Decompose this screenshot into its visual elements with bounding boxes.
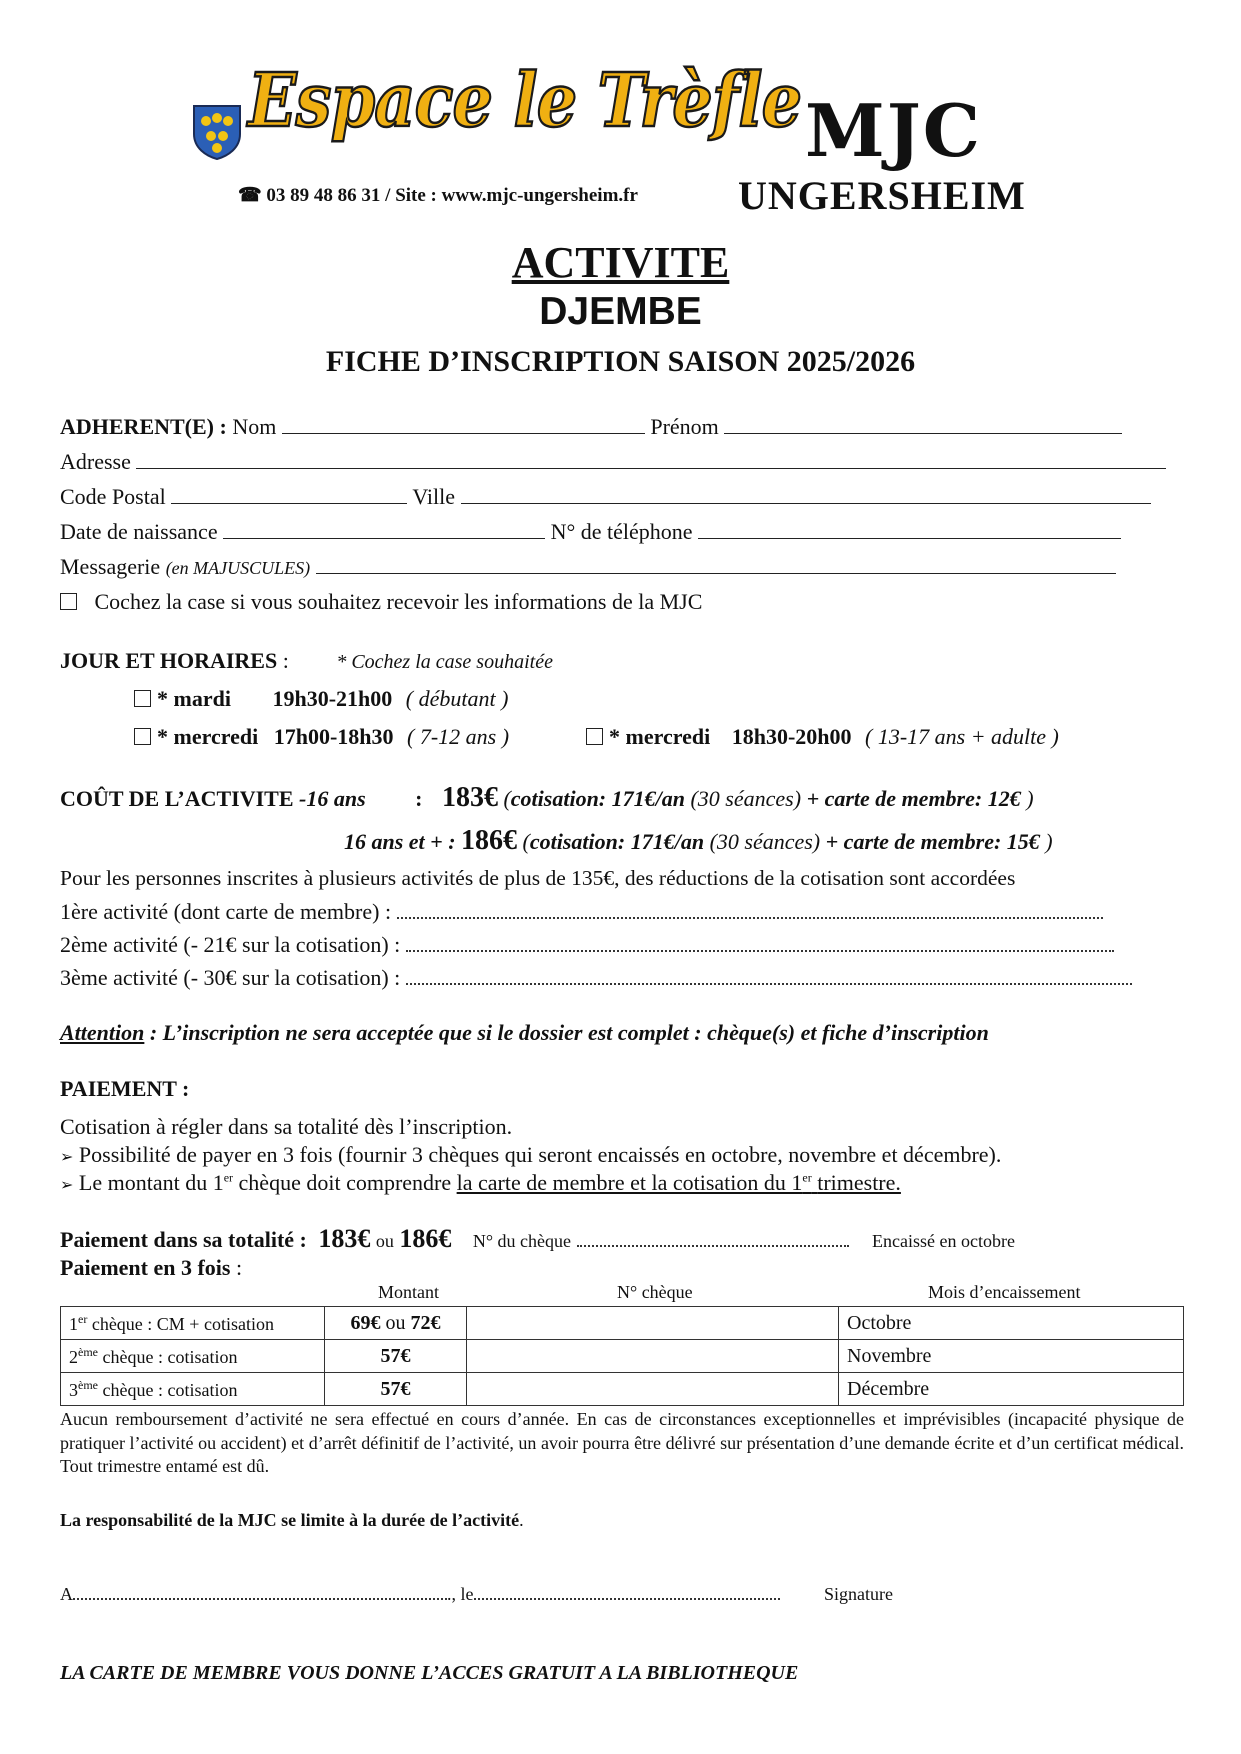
messagerie-label: Messagerie: [60, 554, 161, 579]
place-label: A: [60, 1584, 73, 1604]
place-field[interactable]: [73, 1584, 447, 1600]
date-field[interactable]: [474, 1584, 780, 1600]
activity-1-row: [60, 899, 1103, 925]
org-name: MJC: [805, 88, 983, 173]
consent-checkbox[interactable]: [60, 593, 77, 610]
org-town: UNGERSHEIM: [738, 173, 1026, 218]
telephone-label: N° de téléphone: [550, 519, 693, 544]
slot-level: ( 7-12 ans ): [407, 724, 510, 749]
three-label: Paiement en 3 fois: [60, 1255, 231, 1280]
col-cheque: N° chèque: [617, 1282, 693, 1302]
code-postal-field[interactable]: [171, 485, 407, 504]
code-postal-label: Code Postal: [60, 484, 166, 509]
row-cheque-field[interactable]: [467, 1307, 839, 1340]
payment-total-row: [60, 1224, 1015, 1254]
cheque-no-field[interactable]: [577, 1231, 849, 1247]
responsibility-end: .: [519, 1510, 524, 1530]
row-month: Décembre: [839, 1373, 1184, 1406]
row-cheque-field[interactable]: [467, 1373, 839, 1406]
attention-notice: [60, 1020, 989, 1046]
member-row-email: [60, 554, 1116, 580]
three-colon: :: [235, 1255, 243, 1280]
over16-carte: + carte de membre: 15€: [825, 829, 1040, 854]
over16-open: (: [522, 829, 530, 854]
slot-day: * mercredi: [609, 724, 711, 749]
over16-label: 16 ans et + :: [344, 829, 456, 854]
under16-open: (: [503, 786, 511, 811]
row-label: 3ème chèque : cotisation: [61, 1373, 325, 1406]
consent-row: [60, 589, 702, 615]
slot-tuesday: [134, 686, 508, 712]
table-row: [61, 1340, 1184, 1373]
over16-seances: (30 séances): [709, 829, 821, 854]
row-month: Octobre: [839, 1307, 1184, 1340]
adresse-label: Adresse: [60, 449, 131, 474]
member-row-city: [60, 484, 1151, 510]
adresse-field[interactable]: [136, 450, 1166, 469]
slot-wednesday-2-checkbox[interactable]: [586, 728, 603, 745]
telephone-field[interactable]: [698, 520, 1121, 539]
schedule-colon: :: [282, 648, 289, 673]
row-label: 1er chèque : CM + cotisation: [61, 1307, 325, 1340]
signature-row: [60, 1584, 893, 1605]
activity-name: DJEMBE: [539, 290, 702, 333]
member-row-birth: [60, 519, 1121, 545]
payment-bullet2: [60, 1170, 901, 1196]
row-amount: 57€: [325, 1340, 467, 1373]
contact-line: ☎ 03 89 48 86 31 / Site : www.mjc-ungersheim.fr: [238, 185, 638, 206]
col-montant: Montant: [378, 1282, 439, 1302]
activity-3-label: 3ème activité (- 30€ sur la cotisation) :: [60, 965, 401, 990]
row-label: 2ème chèque : cotisation: [61, 1340, 325, 1373]
slot-wednesday-1-checkbox[interactable]: [134, 728, 151, 745]
total-a: 183€: [318, 1224, 371, 1253]
member-heading: ADHERENT(E) :: [60, 414, 227, 439]
slot-level: ( 13-17 ans + adulte ): [865, 724, 1059, 749]
activity-2-field[interactable]: [406, 932, 1114, 952]
under16-carte: + carte de membre: 12€: [806, 786, 1021, 811]
slot-time: 17h00-18h30: [273, 724, 394, 749]
total-ou: ou: [375, 1231, 394, 1251]
activity-3-field[interactable]: [406, 965, 1132, 985]
attention-text: : L’inscription ne sera acceptée que si le dossier est complet : chèque(s) et fiche d’inscription: [149, 1020, 989, 1045]
naissance-label: Date de naissance: [60, 519, 218, 544]
schedule-note: * Cochez la case souhaitée: [336, 651, 553, 673]
over16-close: ): [1045, 829, 1053, 854]
slot-wednesday-1: [134, 724, 509, 750]
total-b: 186€: [399, 1224, 452, 1253]
footer-note: LA CARTE DE MEMBRE VOUS DONNE L’ACCES GRATUIT A LA BIBLIOTHEQUE: [60, 1662, 799, 1684]
arrow-icon: ➢: [60, 1177, 74, 1194]
slot-time: 19h30-21h00: [272, 686, 393, 711]
table-row: [61, 1373, 1184, 1406]
slot-day: * mardi: [157, 686, 231, 711]
slot-wednesday-2: [586, 724, 1059, 750]
bullet2-u2: trimestre.: [817, 1170, 901, 1195]
payment-table: [60, 1306, 1184, 1406]
schedule-heading-row: [60, 648, 553, 674]
slot-time: 18h30-20h00: [731, 724, 852, 749]
form-title: FICHE D’INSCRIPTION SAISON 2025/2026: [325, 345, 916, 378]
payment-line1: Cotisation à régler dans sa totalité dès l’inscription.: [60, 1114, 513, 1139]
under16-price: 183€: [441, 782, 498, 813]
under16-close: ): [1026, 786, 1034, 811]
bullet2-u-sup: er: [802, 1170, 812, 1185]
member-row-address: [60, 449, 1166, 475]
activity-2-label: 2ème activité (- 21€ sur la cotisation) :: [60, 932, 401, 957]
logo-text: Espace le Trèfle: [248, 58, 802, 144]
arrow-icon: ➢: [60, 1149, 74, 1166]
cheque-no-label: N° du chèque: [472, 1231, 572, 1251]
row-cheque-field[interactable]: [467, 1340, 839, 1373]
cost-heading: COÛT DE L’ACTIVITE: [60, 786, 294, 811]
total-label: Paiement dans sa totalité :: [60, 1227, 307, 1252]
under16-seances: (30 séances): [690, 786, 802, 811]
member-row-name: [60, 414, 1122, 440]
activity-heading: ACTIVITE: [511, 238, 730, 287]
consent-label: Cochez la case si vous souhaitez recevoir les informations de la MJC: [94, 589, 703, 614]
nom-field[interactable]: [282, 415, 645, 434]
payment-bullet1: [60, 1142, 1001, 1168]
slot-day: * mercredi: [157, 724, 259, 749]
shield-icon: [192, 104, 242, 160]
row-amount: 57€: [325, 1373, 467, 1406]
payment-bullet1-text: Possibilité de payer en 3 fois (fournir 3 chèques qui seront encaissés en octobre, novembre et décembre).: [78, 1142, 1002, 1167]
messagerie-note: (en MAJUSCULES): [165, 558, 311, 578]
prenom-label: Prénom: [650, 414, 719, 439]
encaisse-label: Encaissé en octobre: [872, 1231, 1015, 1251]
responsibility-text: La responsabilité de la MJC se limite à la durée de l’activité: [60, 1510, 520, 1530]
table-row: [61, 1307, 1184, 1340]
activity-3-row: [60, 965, 1132, 991]
ville-label: Ville: [412, 484, 456, 509]
activity-2-row: [60, 932, 1114, 958]
naissance-field[interactable]: [223, 520, 545, 539]
reduction-note: Pour les personnes inscrites à plusieurs activités de plus de 135€, des réductions de la cotisation sont accordées: [60, 866, 1016, 890]
activity-1-label: 1ère activité (dont carte de membre) :: [60, 899, 392, 924]
schedule-heading: JOUR ET HORAIRES: [60, 648, 278, 673]
date-label: ., le: [447, 1584, 474, 1604]
attention-label: Attention: [60, 1020, 145, 1045]
responsibility-line: [60, 1510, 524, 1531]
under16-cotisation: cotisation: 171€/an: [510, 786, 685, 811]
cost-over16: [344, 825, 1053, 857]
slot-tuesday-checkbox[interactable]: [134, 690, 151, 707]
bullet2-b: chèque doit comprendre: [238, 1170, 452, 1195]
col-mois: Mois d’encaissement: [928, 1282, 1081, 1302]
bullet2-a: Le montant du 1: [78, 1170, 224, 1195]
messagerie-field[interactable]: [316, 555, 1116, 574]
under16-label: -16 ans: [299, 786, 366, 811]
payment-three-row: [60, 1255, 242, 1281]
over16-cotisation: cotisation: 171€/an: [529, 829, 705, 854]
cost-under16: [60, 782, 1034, 814]
nom-label: Nom: [232, 414, 277, 439]
signature-label: Signature: [824, 1584, 893, 1604]
prenom-field[interactable]: [724, 415, 1122, 434]
bullet2-underlined: [457, 1170, 901, 1195]
row-amount: 69€ ou 72€: [325, 1307, 467, 1340]
bullet2-sup: er: [223, 1170, 234, 1185]
ville-field[interactable]: [461, 485, 1151, 504]
refund-policy: Aucun remboursement d’activité ne sera effectué en cours d’année. En cas de circonstances exceptionnelles et imprévisibles (incapacité physique de pratiquer l’activité ou accident) et d’arrêt définitif de l’activité, un avoir pourra être délivré sur présentation d’une demande écrite et d’un certificat médical. Tout trimestre entamé est dû.: [60, 1409, 1184, 1476]
activity-1-field[interactable]: [397, 899, 1103, 919]
payment-heading: PAIEMENT :: [60, 1076, 190, 1101]
row-month: Novembre: [839, 1340, 1184, 1373]
slot-level: ( débutant ): [405, 686, 509, 711]
over16-price: 186€: [461, 825, 518, 856]
bullet2-u1: la carte de membre et la cotisation du 1: [456, 1170, 803, 1195]
under16-colon: :: [415, 786, 423, 811]
